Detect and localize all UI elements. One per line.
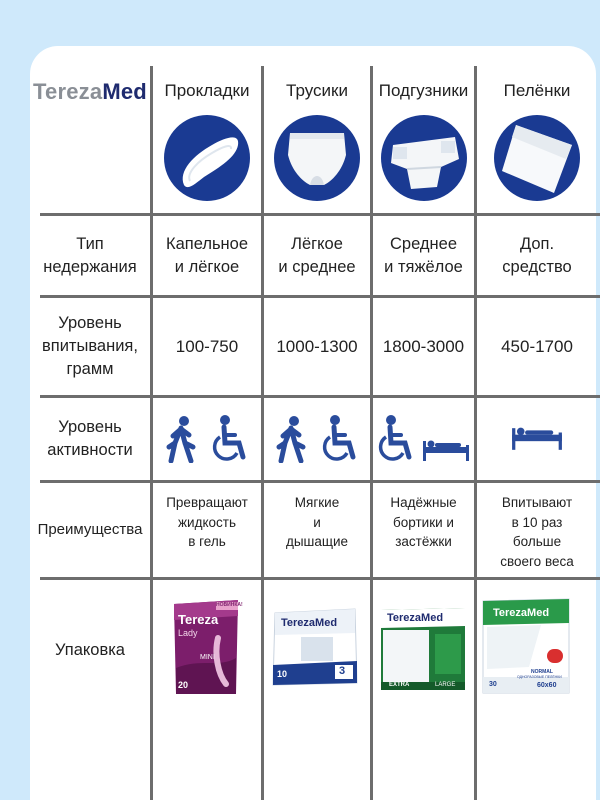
absorption-diapers: 1800-3000 (382, 336, 465, 356)
value-line: и лёгкое (174, 257, 240, 276)
pack-size: MINI (200, 654, 215, 661)
value-line: Доп. (519, 234, 555, 253)
absorption-underpads: 450-1700 (501, 336, 573, 356)
brand-logo (30, 72, 150, 112)
label-line: Уровень (58, 314, 122, 332)
value-line: своего веса (500, 553, 574, 569)
activity-diapers (373, 398, 474, 480)
value-line: Впитывают (501, 495, 573, 510)
incontinence-diapers (373, 216, 474, 295)
label-line: впитывания, (42, 337, 138, 355)
label-line: недержания (43, 257, 137, 276)
label-line: грамм (66, 360, 114, 378)
pack-badge: НОВИНКА! (216, 602, 243, 608)
pack-line: EXTRA (389, 682, 410, 688)
column-header-pads: Прокладки (164, 81, 250, 100)
pack-count: 10 (277, 669, 288, 679)
bed-icon (509, 426, 565, 452)
row-label-benefits: Преимущества (37, 521, 143, 539)
row-label-activity (30, 398, 150, 480)
pack-size: 3 (339, 665, 346, 677)
pants-image-cell (264, 110, 370, 206)
pack-count: 20 (178, 680, 189, 690)
value-line: и среднее (278, 257, 356, 276)
diapers-image-cell (373, 110, 474, 206)
absorption-pads: 100-750 (175, 336, 239, 356)
value-line: Среднее (390, 234, 457, 253)
row-label-packaging: Упаковка (55, 640, 125, 659)
underpads-image (494, 115, 580, 201)
wheelchair-icon (211, 415, 251, 463)
pack-brand: TerezaMed (387, 612, 444, 624)
value-line: средство (502, 257, 572, 276)
benefits-pads (153, 483, 261, 577)
package-pants (271, 605, 359, 689)
value-line: больше (512, 534, 562, 549)
pack-size: 60x60 (537, 682, 557, 689)
value-line: застёжки (395, 534, 452, 549)
incontinence-pants (264, 216, 370, 295)
value-line: Превращают (166, 495, 248, 510)
value-line: Мягкие (294, 495, 340, 510)
incontinence-pads (153, 216, 261, 295)
pants-image (274, 115, 360, 201)
package-diapers (379, 606, 467, 692)
row-label-incontinence (30, 216, 150, 295)
pack-count: 30 (489, 681, 497, 688)
wheelchair-icon (377, 415, 417, 463)
value-line: дышащие (285, 534, 349, 549)
benefits-diapers (373, 483, 474, 577)
activity-pads (153, 398, 261, 480)
logo-part-1: Tereza (33, 79, 103, 104)
value-line: Лёгкое (291, 234, 343, 253)
pack-line: Lady (178, 628, 198, 638)
pack-line: NORMAL (531, 669, 553, 675)
value-line: жидкость (178, 514, 236, 530)
pack-brand: TerezaMed (281, 617, 338, 629)
value-line: и тяжёлое (384, 257, 463, 276)
label-line: активности (47, 441, 133, 459)
package-pads (170, 598, 242, 696)
benefits-pants (264, 483, 370, 577)
row-label-absorption (30, 298, 150, 395)
pads-image (164, 115, 250, 201)
pack-brand: TerezaMed (493, 607, 550, 619)
pack-size: LARGE (435, 682, 456, 688)
value-line: в гель (188, 534, 226, 549)
absorption-pants: 1000-1300 (276, 336, 358, 356)
value-line: бортики и (393, 514, 454, 530)
pack-brand: Tereza (178, 612, 219, 627)
package-underpads (481, 597, 571, 695)
pack-note: ОДНОРАЗОВЫЕ ПЕЛЁНКИ (517, 675, 562, 679)
underpads-image-cell (477, 110, 597, 206)
value-line: Надёжные (390, 495, 457, 510)
diapers-image (381, 115, 467, 201)
value-line: Капельное (165, 234, 249, 253)
label-line: Тип (76, 234, 104, 253)
walking-person-icon (163, 415, 199, 463)
bed-icon (421, 439, 471, 463)
activity-pants (264, 398, 370, 480)
column-header-pants: Трусики (286, 81, 348, 100)
column-header-underpads: Пелёнки (503, 81, 571, 100)
pads-image-cell (153, 110, 261, 206)
value-line: в 10 раз (511, 514, 563, 530)
activity-underpads (477, 398, 597, 480)
logo-part-2: Med (102, 79, 147, 104)
benefits-underpads (477, 483, 597, 577)
walking-person-icon (273, 415, 309, 463)
incontinence-underpads (477, 216, 597, 295)
label-line: Уровень (58, 418, 122, 436)
wheelchair-icon (321, 415, 361, 463)
value-line: и (313, 514, 321, 530)
column-header-diapers: Подгузники (378, 81, 469, 100)
